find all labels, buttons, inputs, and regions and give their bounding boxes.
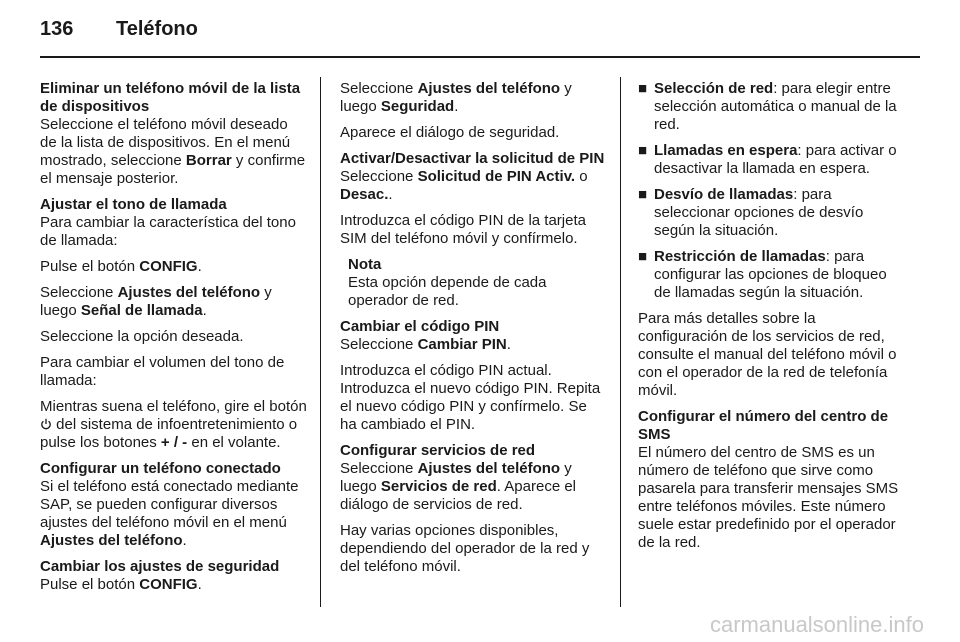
paragraph-sms-center: El número del centro de SMS es un número de teléfono que sirve como pasarela para transferir mensajes SMS entre teléfonos móviles. Este número suele estar predefinido por el operador de la red. <box>638 444 899 551</box>
list-item: ■ Desvío de llamadas: para seleccionar opciones de desvío según la situación. <box>638 186 864 239</box>
heading-delete-phone: Eliminar un teléfono móvil de la lista de dispositivos <box>40 80 301 115</box>
paragraph-security-dialog: Aparece el diálogo de seguridad. <box>340 124 560 141</box>
paragraph-pin-steps: Introduzca el código PIN actual. Introduzca el nuevo código PIN. Repita el nuevo código PIN y confírmelo. Se ha cambiado el PIN. <box>340 362 601 433</box>
column-divider-1 <box>320 77 321 607</box>
paragraph-change-pin: Seleccione Cambiar PIN. <box>340 336 511 353</box>
bullet-square-icon: ■ <box>638 186 648 203</box>
note-text: Esta opción depende de cada operador de red. <box>348 274 547 309</box>
note-title: Nota <box>348 256 382 273</box>
paragraph-ringtone-intro: Para cambiar la característica del tono de llamada: <box>40 214 296 249</box>
paragraph-network-services: Seleccione Ajustes del teléfono y luego Servicios de red. Aparece el diálogo de servicios de red. <box>340 460 576 513</box>
paragraph-volume-intro: Para cambiar el volumen del tono de llamada: <box>40 354 285 389</box>
page-number: 136 <box>40 18 74 40</box>
list-item: ■ Llamadas en espera: para activar o desactivar la llamada en espera. <box>638 142 897 177</box>
heading-change-pin: Cambiar el código PIN <box>340 318 500 335</box>
bullet-square-icon: ■ <box>638 80 648 97</box>
list-item: ■ Selección de red: para elegir entre selección automática o manual de la red. <box>638 80 897 133</box>
paragraph-pin-request: Seleccione Solicitud de PIN Activ. o Desac.. <box>340 168 588 203</box>
network-options-list <box>638 80 904 302</box>
bullet-square-icon: ■ <box>638 142 648 159</box>
paragraph-select-option: Seleccione la opción deseada. <box>40 328 244 345</box>
heading-configure-phone: Configurar un teléfono conectado <box>40 460 281 477</box>
power-icon <box>40 417 52 429</box>
header-rule <box>40 56 920 58</box>
heading-network-services: Configurar servicios de red <box>340 442 536 459</box>
heading-security: Cambiar los ajustes de seguridad <box>40 558 280 575</box>
paragraph-more-details: Para más detalles sobre la configuración de los servicios de red, consulte el manual del teléfono móvil o con el operador de la red de telefonía móvil. <box>638 310 897 399</box>
paragraph-network-options: Hay varias opciones disponibles, dependiendo del operador de la red y del teléfono móvil. <box>340 522 590 575</box>
paragraph-select-ringtone: Seleccione Ajustes del teléfono y luego Señal de llamada. <box>40 284 272 319</box>
heading-pin-request: Activar/Desactivar la solicitud de PIN <box>340 150 605 167</box>
paragraph-security-config: Pulse el botón CONFIG. <box>40 576 202 593</box>
heading-sms-center: Configurar el número del centro de SMS <box>638 408 889 443</box>
watermark: carmanualsonline.info <box>709 612 924 637</box>
bullet-square-icon: ■ <box>638 248 648 265</box>
paragraph-enter-pin: Introduzca el código PIN de la tarjeta SIM del teléfono móvil y confírmelo. <box>340 212 586 247</box>
paragraph-select-security: Seleccione Ajustes del teléfono y luego Seguridad. <box>340 80 572 115</box>
paragraph-configure-phone: Si el teléfono está conectado mediante SAP, se pueden configurar diversos ajustes del teléfono móvil en el menú Ajustes del teléfono. <box>40 478 299 549</box>
column-3 <box>638 80 904 560</box>
page-title: Teléfono <box>116 18 198 40</box>
note-box <box>340 256 606 310</box>
heading-ringtone: Ajustar el tono de llamada <box>40 196 227 213</box>
paragraph-delete-phone: Seleccione el teléfono móvil deseado de la lista de dispositivos. En el menú mostrado, seleccione Borrar y confirme el mensaje posterior. <box>40 116 306 187</box>
column-1 <box>40 80 308 602</box>
list-item: ■ Restricción de llamadas: para configurar las opciones de bloqueo de llamadas según la situación. <box>638 248 887 301</box>
column-divider-2 <box>620 77 621 607</box>
column-2 <box>340 80 606 584</box>
paragraph-press-config: Pulse el botón CONFIG. <box>40 258 202 275</box>
paragraph-volume-knob: Mientras suena el teléfono, gire el botón del sistema de infoentretenimiento o pulse los botones + / - en el volante. <box>40 398 307 451</box>
